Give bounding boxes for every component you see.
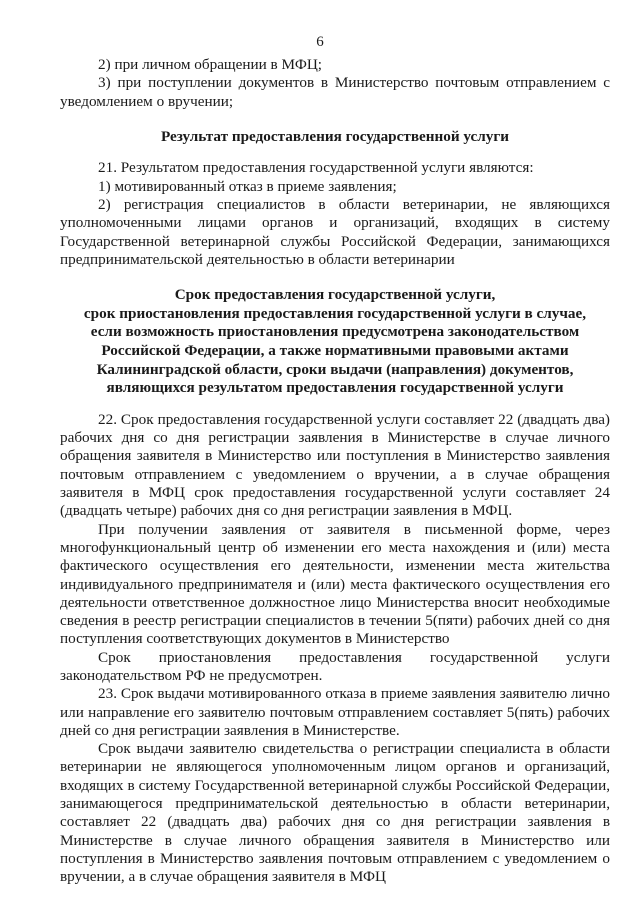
list-item-registration: 2) регистрация специалистов в области ветеринарии, не являющихся уполномоченными лицами органов и организаций, входящих в систему Государственной ветеринарной службы Российской Федерации, занимающихся предпринимательской деятельностью в области ветеринарии	[60, 196, 610, 268]
heading-line: являющихся результатом предоставления государственной услуги	[106, 379, 564, 397]
paragraph-suspension: Срок приостановления предоставления государственной услуги законодательством РФ не предусмотрен.	[60, 648, 610, 684]
paragraph-certificate-term: Срок выдачи заявителю свидетельства о регистрации специалиста в области ветеринарии не являющегося уполномоченным лицом органов и организаций, входящих в систему Государственной ветеринарной службы Российской Федерации, занимающегося предпринимательской деятельностью в области ветеринарии, составляет 22 (двадцать два) рабочих дня со дня регистрации заявления в Министерстве в случае личного обращения заявителя в Министерство или поступления в Министерство заявления почтовым отправлением с уведомлением о вручении, а в случае обращения заявителя в МФЦ	[60, 740, 610, 886]
document-body	[60, 56, 610, 887]
list-item-postal-delivery: 3) при поступлении документов в Министерство почтовым отправлением с уведомлением о вручении;	[60, 74, 610, 110]
list-item-personal-visit: 2) при личном обращении в МФЦ;	[98, 56, 323, 73]
heading-line: если возможность приостановления предусмотрена законодательством	[90, 323, 580, 341]
page-number: 6	[316, 34, 324, 50]
heading-line: Калининградской области, сроки выдачи (направления) документов,	[96, 360, 574, 378]
section-heading-result: Результат предоставления государственной услуги	[160, 127, 510, 145]
heading-line: Срок предоставления государственной услуги,	[174, 286, 496, 304]
list-item-refusal: 1) мотивированный отказ в приеме заявления;	[98, 177, 397, 195]
heading-line: срок приостановления предоставления государственной услуги в случае,	[83, 304, 587, 322]
section-heading-terms	[60, 286, 610, 398]
heading-line: Российской Федерации, а также нормативными правовыми актами	[101, 342, 569, 360]
paragraph-address-change: При получении заявления от заявителя в письменной форме, через многофункциональный центр об изменении его места нахождения и (или) места фактического осуществления его деятельности, изменении места жительства индивидуального предпринимателя и (или) места фактического осуществления его деятельности ответственное должностное лицо Министерства вносит необходимые сведения в реестр регистрации специалистов в течении 5(пяти) рабочих дней со дня поступления соответствующих документов в Министерство	[60, 520, 610, 648]
paragraph-22: 22. Срок предоставления государственной услуги составляет 22 (двадцать два) рабочих дня со дня регистрации заявления в Министерстве в случае личного обращения заявителя в Министерство или поступления в Министерство заявления почтовым отправлением с уведомлением о вручении, а в случае обращения заявителя в МФЦ срок предоставления государственной услуги составляет 24 (двадцать четыре) рабочих дня со дня регистрации заявления в МФЦ.	[60, 410, 610, 520]
paragraph-23: 23. Срок выдачи мотивированного отказа в приеме заявления заявителю лично или направление его заявителю почтовым отправлением составляет 5(пять) рабочих дней со дня регистрации заявления в Министерстве.	[60, 685, 610, 739]
paragraph-21: 21. Результатом предоставления государственной услуги являются:	[98, 159, 534, 177]
